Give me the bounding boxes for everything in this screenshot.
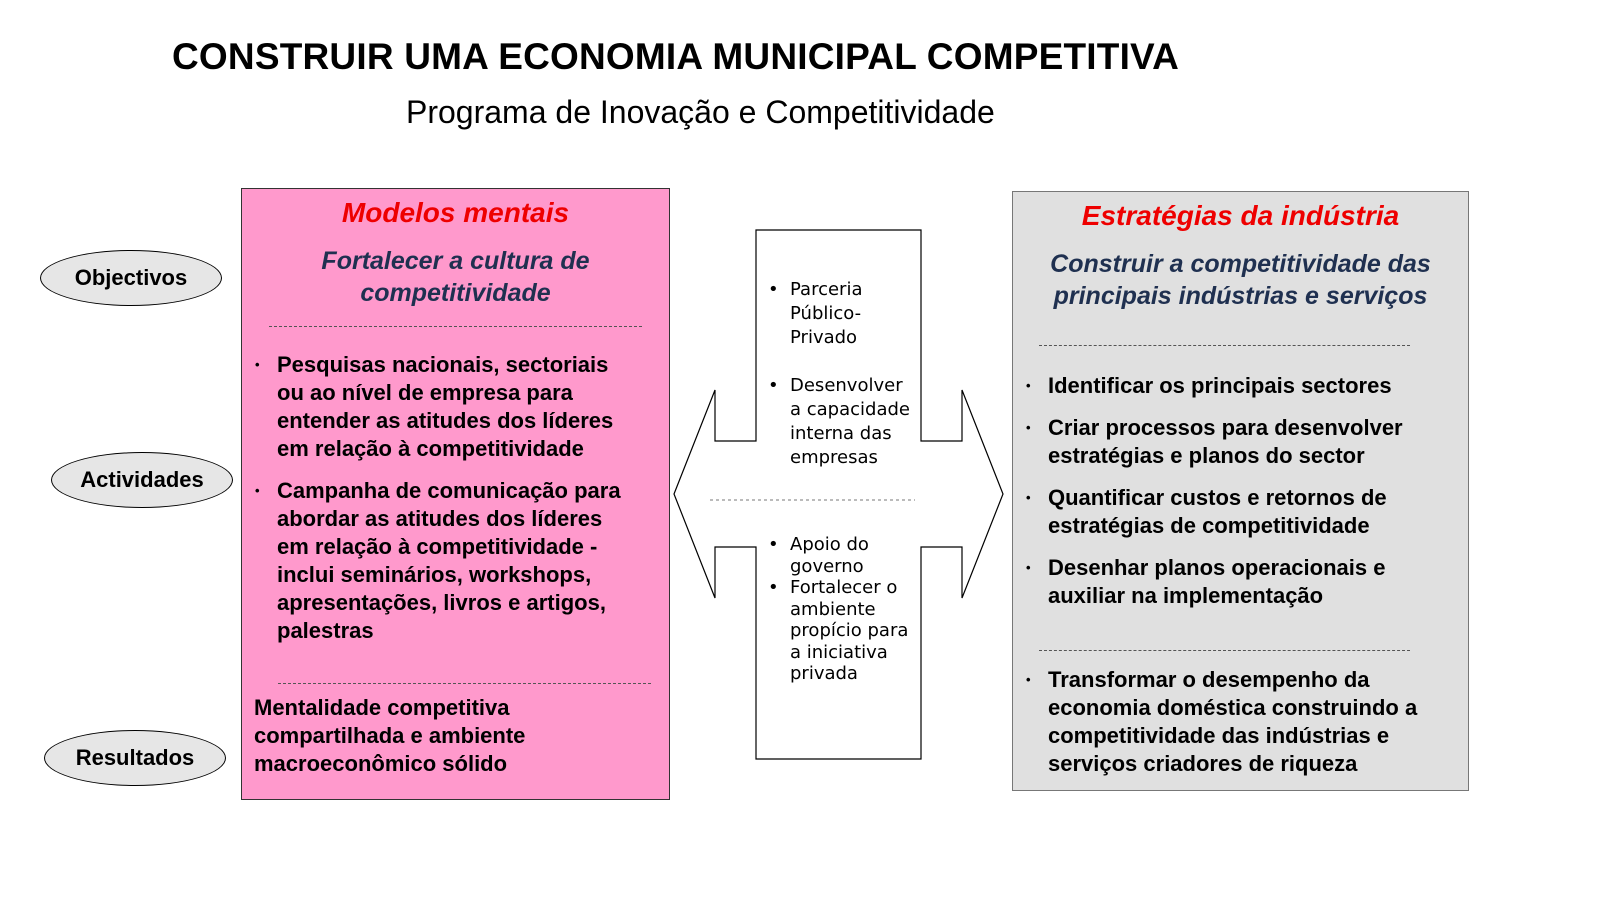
center-item: [768, 534, 920, 577]
result-line: compartilhada e ambiente: [254, 723, 526, 748]
activity-item: [1026, 372, 1463, 400]
objective-line: Fortalecer a cultura de: [321, 247, 590, 275]
activity-line: Pesquisas nacionais, sectoriais: [277, 352, 609, 377]
objective-line: Construir a competitividade das: [1050, 250, 1431, 278]
activity-line: inclui seminários, workshops,: [277, 562, 592, 587]
objective-line: competitividade: [360, 279, 551, 307]
activity-line: estratégias e planos do sector: [1048, 443, 1365, 468]
page-title: CONSTRUIR UMA ECONOMIA MUNICIPAL COMPETITIVA: [172, 36, 1180, 77]
center-line: propício para: [790, 620, 909, 641]
center-line: empresas: [790, 447, 878, 468]
activities-label-text: Actividades: [80, 467, 204, 492]
bullet-icon: •: [1026, 420, 1031, 435]
result-line: Transformar o desempenho da: [1048, 667, 1370, 692]
bullet-icon: •: [255, 483, 260, 498]
activity-item: [1026, 414, 1463, 470]
activity-line: em relação à competitividade: [277, 436, 584, 461]
industry-strategies-panel: [1012, 191, 1469, 791]
divider: [1039, 345, 1410, 346]
activity-line: Desenhar planos operacionais e: [1048, 555, 1386, 580]
center-line: ambiente: [790, 598, 876, 620]
center-line: a capacidade: [790, 399, 910, 420]
industry-strategies-objective: [1013, 248, 1468, 312]
result-line: Mentalidade competitiva: [254, 695, 510, 720]
result-line: competitividade das indústrias e: [1048, 723, 1390, 748]
page-subtitle: Programa de Inovação e Competitividade: [406, 94, 995, 130]
result-line: macroeconômico sólido: [254, 751, 508, 776]
center-top-list: [768, 278, 920, 470]
center-line: privada: [790, 663, 858, 684]
center-line: Privado: [790, 327, 858, 348]
bullet-icon: •: [1026, 490, 1031, 505]
center-line: Desenvolver: [790, 375, 903, 396]
center-bottom-list: [768, 534, 920, 685]
bullet-icon: •: [768, 577, 779, 598]
bullet-icon: •: [768, 279, 779, 300]
bullet-icon: •: [255, 357, 260, 372]
activity-line: estratégias de competitividade: [1048, 513, 1370, 538]
mental-models-heading: Modelos mentais: [341, 197, 570, 228]
center-line: a iniciativa: [790, 641, 888, 663]
activity-item: [1026, 554, 1463, 610]
divider: [1039, 650, 1410, 651]
activity-item: [1026, 484, 1463, 540]
activity-line: Quantificar custos e retornos de: [1048, 485, 1387, 510]
bullet-icon: •: [768, 375, 779, 396]
center-line: Apoio do: [790, 534, 869, 555]
activity-line: auxiliar na implementação: [1048, 583, 1324, 608]
activity-line: palestras: [277, 618, 374, 643]
center-line: interna das: [790, 423, 892, 444]
activity-line: entender as atitudes dos líderes: [277, 408, 614, 433]
activity-line: Campanha de comunicação para: [277, 478, 621, 503]
bullet-icon: •: [1026, 378, 1031, 393]
bullet-icon: •: [1026, 672, 1031, 687]
result-text: [1026, 666, 1463, 778]
center-line: Fortalecer o: [790, 577, 898, 598]
objectives-label-text: Objectivos: [74, 265, 188, 290]
activity-line: Criar processos para desenvolver: [1048, 415, 1403, 440]
center-line: Público-: [790, 303, 862, 324]
bullet-icon: •: [1026, 560, 1031, 575]
center-line: governo: [790, 555, 864, 577]
result-line: serviços criadores de riqueza: [1048, 751, 1358, 776]
activity-line: apresentações, livros e artigos,: [277, 590, 606, 615]
center-item: [768, 374, 920, 470]
activity-line: ou ao nível de empresa para: [277, 380, 573, 405]
center-item: [768, 577, 920, 685]
objective-line: principais indústrias e serviços: [1053, 282, 1428, 310]
results-label-text: Resultados: [75, 745, 195, 770]
center-line: Parceria: [790, 279, 863, 300]
activity-line: Identificar os principais sectores: [1048, 373, 1392, 398]
center-item: [768, 278, 920, 350]
activity-line: abordar as atitudes dos líderes: [277, 506, 603, 531]
bullet-icon: •: [768, 534, 779, 555]
industry-strategies-heading: Estratégias da indústria: [1081, 200, 1400, 231]
activity-line: em relação à competitividade -: [277, 534, 598, 559]
result-line: economia doméstica construindo a: [1048, 695, 1418, 720]
